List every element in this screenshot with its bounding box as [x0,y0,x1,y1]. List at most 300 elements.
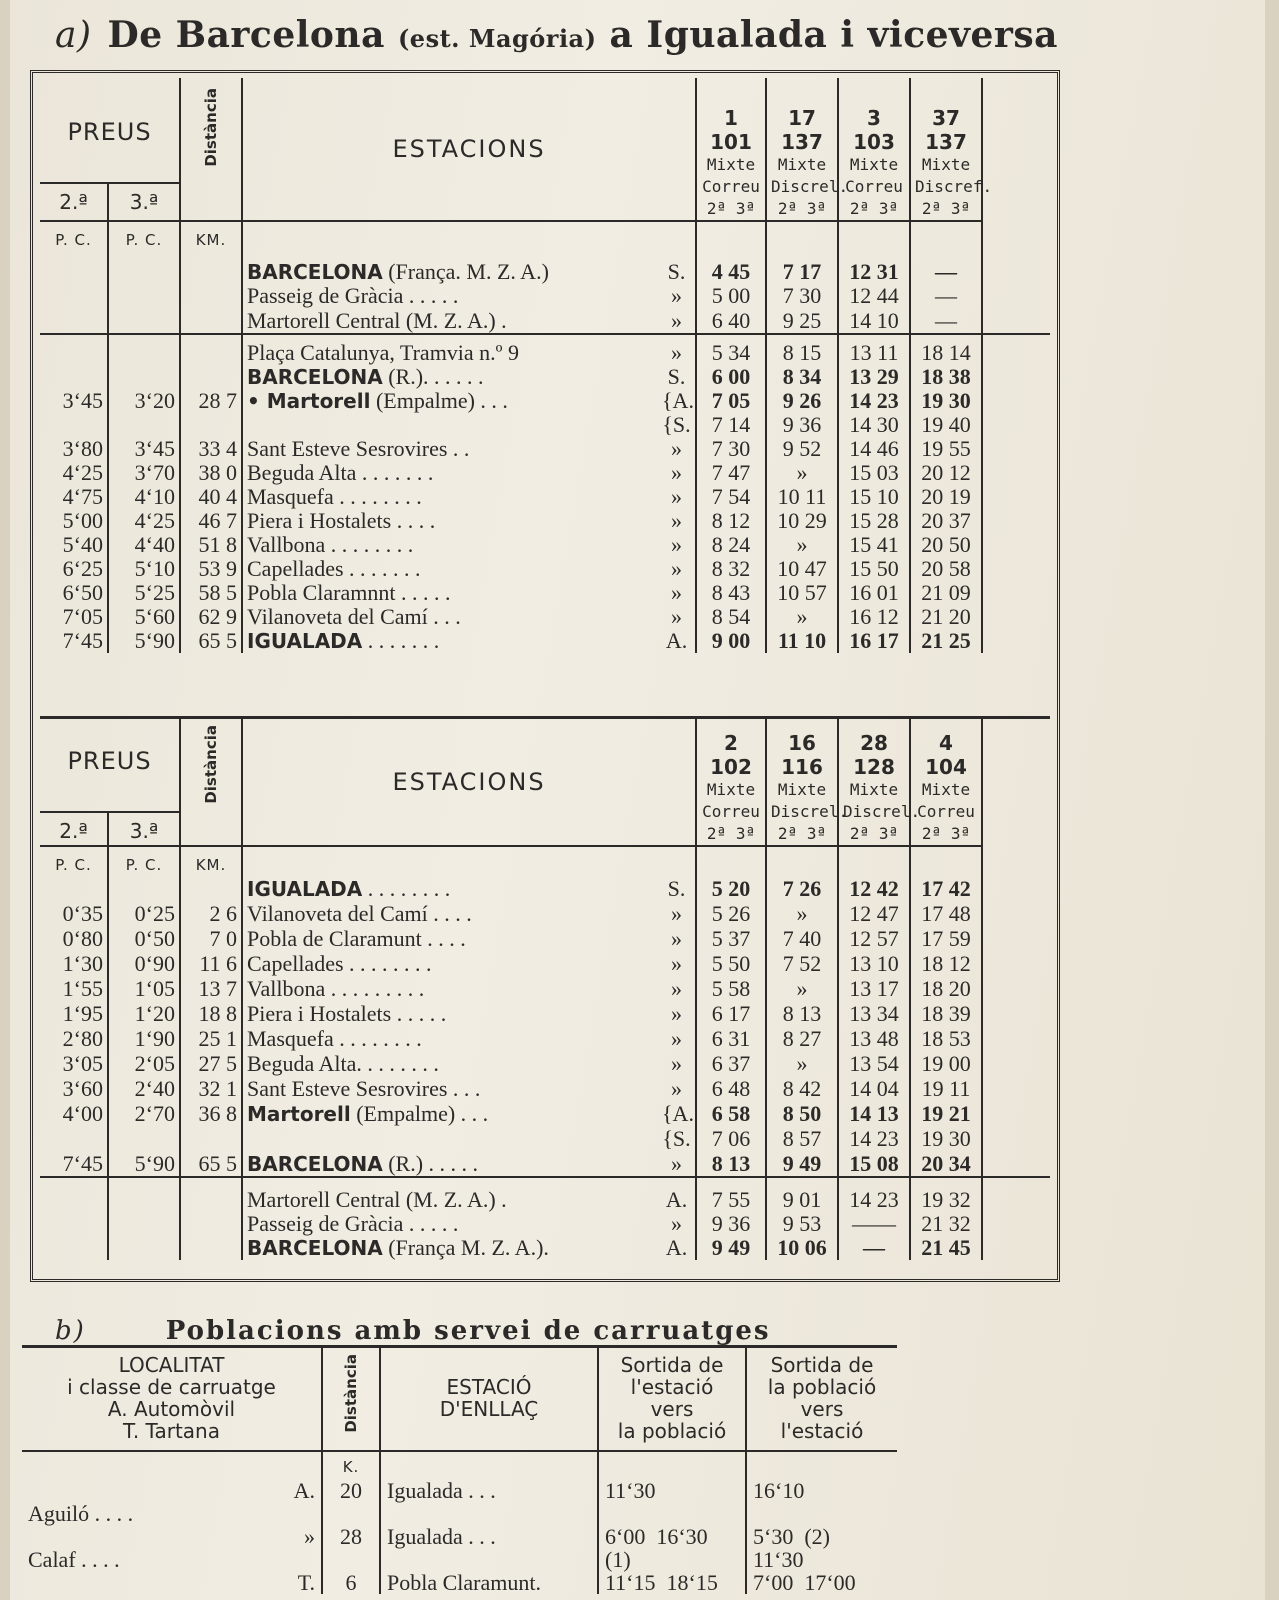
train-head-4: 4 104 Mixte Correu 2ª 3ª [910,718,982,847]
arr-dep-mark: A. [658,1177,696,1212]
price-2nd: 4‘75 [62,484,103,509]
km-label: KM. [180,846,242,877]
blank-cell [982,877,1050,902]
arr-dep-mark: » [671,532,682,557]
distance-km: 33 4 [180,437,242,461]
price-2nd: 0‘80 [62,926,103,951]
distance-km: 65 5 [180,629,242,653]
arr-dep-mark: A. [665,1235,688,1260]
time-train-3: 14 23 [838,1177,910,1212]
time-train-2: 8 15 [766,334,838,365]
blank-cell [982,1052,1050,1077]
price-2nd: 1‘55 [62,976,103,1001]
timetable-row [40,334,1050,365]
distance-km: 51 8 [180,533,242,557]
time-train-2: 9 36 [766,413,838,437]
localitat-name: Aguiló . . . . [28,1501,134,1526]
station-name [242,509,658,533]
time-train-3: 15 28 [838,509,910,533]
train-head-1: 1 101 Mixte Correu 2ª 3ª [696,78,766,221]
station-suffix: . . . . [391,509,436,533]
estacions-head: ESTACIONS [242,78,696,221]
time-train-1: 6 40 [696,309,766,334]
arr-dep-mark: {A. [662,1101,694,1126]
time-train-1: 8 12 [696,509,766,533]
price-3rd: 2‘70 [108,1102,180,1127]
price-3rd: 1‘90 [108,1027,180,1052]
time-train-3: 14 23 [838,1127,910,1152]
time-train-1: 8 24 [696,533,766,557]
time-train-4: 18 53 [910,1027,982,1052]
time-train-3: 14 10 [838,309,910,334]
price-2nd [40,877,108,902]
blank-cell [982,252,1050,284]
train-head-2: 17 137 Mixte Discrel. 2ª 3ª [766,78,838,221]
arr-dep-mark: » [671,308,682,333]
blank-col-head [982,718,1050,847]
arr-dep-mark: » [671,1151,682,1176]
blank-cell [982,413,1050,437]
inbound-block-2 [40,1177,1050,1260]
price-3rd: 1‘05 [108,977,180,1002]
arr-dep-mark: » [671,604,682,629]
time-train-1: 4 45 [696,252,766,284]
station-cell: Igualada . . . [380,1525,598,1548]
distance-cell: 6 [322,1571,380,1594]
time-train-2: 7 40 [766,927,838,952]
station-name [242,629,658,653]
arr-dep-mark: » [658,334,696,365]
arr-dep-mark: S. [667,876,686,901]
pc-label: P. C. [55,231,92,249]
price-3rd [108,252,180,284]
station-suffix: . . . . . [391,1002,447,1026]
time-train-1: 9 36 [696,1212,766,1236]
timetable-row [40,533,1050,557]
price-3rd: 0‘25 [108,902,180,927]
departure-town-cell: 16‘10 [746,1479,897,1502]
station-name [242,1236,658,1260]
distance-km: 58 5 [180,581,242,605]
station-label: BARCELONA [247,1152,383,1176]
arr-dep-mark: {S. [662,1126,691,1151]
blank-cell [982,485,1050,509]
timetable-row [40,1127,1050,1152]
arr-dep-mark: » [671,1001,682,1026]
price-3rd: 3‘20 [108,389,180,413]
outbound-timetable [40,78,1050,653]
arr-dep-mark: » [671,1076,682,1101]
timetable-row [40,629,1050,653]
time-train-3: 16 01 [838,581,910,605]
station-name [242,334,658,365]
time-train-3: 13 34 [838,1002,910,1027]
station-label: BARCELONA [247,260,383,284]
price-3rd: 4‘40 [108,533,180,557]
price-2nd: 6‘50 [62,580,103,605]
time-train-2: 7 17 [766,252,838,284]
distance-cell: 20 [322,1479,380,1502]
sortida-poblacio-head: Sortida de la població vers l'estació [746,1347,897,1452]
price-2nd: 3‘60 [62,1076,103,1101]
time-train-2: » [766,533,838,557]
timetable-row [40,389,1050,413]
station-label: Vilanoveta del Camí [247,902,428,926]
station-label: Masquefa [247,485,334,509]
time-train-3: 12 44 [838,284,910,309]
time-train-2: 7 26 [766,877,838,902]
price-2nd: 0‘35 [62,901,103,926]
station-cell: Pobla Claramunt. [380,1571,598,1594]
blank-cell [982,284,1050,309]
blank-cell [982,1077,1050,1102]
time-train-3: 12 42 [838,877,910,902]
time-train-4: 21 09 [910,581,982,605]
third-class-label: 3.ª [108,183,180,221]
time-train-3: 15 10 [838,485,910,509]
station-label: Capellades [247,952,344,976]
price-3rd: 4‘10 [108,485,180,509]
time-train-1: 5 00 [696,284,766,309]
time-train-3: 14 13 [838,1102,910,1127]
price-2nd: 7‘05 [62,604,103,629]
price-3rd: 5‘10 [108,557,180,581]
time-train-4: 19 00 [910,1052,982,1077]
distance-km [180,1236,242,1260]
arr-dep-mark: » [671,460,682,485]
time-train-4: 19 21 [910,1102,982,1127]
station-suffix: . . [447,437,470,461]
price-2nd: 3‘80 [62,436,103,461]
arr-dep-mark: » [671,1051,682,1076]
time-train-1: 5 50 [696,952,766,977]
station-suffix: (Empalme) . . . [370,389,508,413]
distance-km: 7 0 [180,927,242,952]
localitat-name: Calaf . . . . [28,1547,120,1572]
third-class-label: 3.ª [108,812,180,846]
station-name [242,1152,658,1177]
time-train-4: 20 50 [910,533,982,557]
time-train-3: 13 54 [838,1052,910,1077]
arr-dep-mark: » [671,508,682,533]
second-class-label: 2.ª [40,812,108,846]
time-train-2: » [766,977,838,1002]
time-train-4: — [910,309,982,334]
timetable-row [40,952,1050,977]
time-train-2: 9 26 [766,389,838,413]
station-label: Pobla de Claramunt [247,927,422,951]
carriage-row [22,1479,897,1502]
blank-cell [982,581,1050,605]
station-name [242,1077,658,1102]
station-label: Passeig de Gràcia [247,284,404,308]
price-3rd: 5‘90 [108,629,180,653]
carriage-class: T. [297,1570,315,1595]
time-train-3: 13 48 [838,1027,910,1052]
time-train-4: 20 58 [910,557,982,581]
price-3rd [108,1212,180,1236]
station-suffix: (R.) . . . . . [382,1152,479,1176]
preus-label: PREUS [40,718,180,813]
price-3rd: 3‘70 [108,461,180,485]
station-suffix: (França. M. Z. A.) [382,259,549,284]
distance-km: 53 9 [180,557,242,581]
distance-km: 28 7 [180,389,242,413]
departure-town-cell: 5‘30 (2) [746,1525,897,1548]
time-train-4: 20 12 [910,461,982,485]
time-train-4: 19 32 [910,1177,982,1212]
departure-station-cell: 6‘00 16‘30 [598,1525,746,1548]
blank-cell [982,1152,1050,1177]
time-train-1: 7 06 [696,1127,766,1152]
timetable-row [40,927,1050,952]
time-train-2: 8 34 [766,365,838,389]
timetable-row [40,1152,1050,1177]
station-label: • Martorell [247,389,371,413]
distance-km: 32 1 [180,1077,242,1102]
time-train-2: 9 01 [766,1177,838,1212]
price-3rd: 5‘90 [108,1152,180,1177]
blank-cell [982,1102,1050,1127]
price-3rd: 5‘60 [108,605,180,629]
time-train-2: 10 11 [766,485,838,509]
distance-km: 27 5 [180,1052,242,1077]
price-2nd [40,334,108,365]
blank-cell [982,1177,1050,1212]
price-2nd: 5‘40 [62,532,103,557]
distance-km: 2 6 [180,902,242,927]
second-class-label: 2.ª [40,183,108,221]
station-label: Beguda Alta [247,461,357,485]
blank-cell [982,1027,1050,1052]
price-3rd [108,334,180,365]
blank-cell [982,365,1050,389]
station-label: BARCELONA [247,1236,383,1260]
time-train-3: 15 50 [838,557,910,581]
station-cell [380,1502,598,1525]
distance-km [180,252,242,284]
station-name [242,902,658,927]
inbound-timetable [40,716,1050,1260]
station-label: IGUALADA [247,877,363,901]
train-head-3: 3 103 Mixte Correu 2ª 3ª [838,78,910,221]
distance-km [180,1127,242,1152]
distance-km: 11 6 [180,952,242,977]
arr-dep-mark: » [671,901,682,926]
time-train-3: 14 46 [838,437,910,461]
time-train-1: 5 26 [696,902,766,927]
station-label: Martorell Central [247,1187,401,1212]
distance-km [180,877,242,902]
time-train-3: 15 41 [838,533,910,557]
time-train-1: 6 17 [696,1002,766,1027]
distance-km: 65 5 [180,1152,242,1177]
station-label: Pobla Claramnnt [247,581,396,605]
title-part-1: De Barcelona [107,14,385,56]
price-3rd: 3‘45 [108,437,180,461]
distance-km: 62 9 [180,605,242,629]
blank-cell [982,389,1050,413]
timetable-row [40,557,1050,581]
time-train-2: 10 29 [766,509,838,533]
distance-km [180,309,242,334]
time-train-1: 7 30 [696,437,766,461]
outbound-unit-row [40,221,1050,252]
time-train-3: 13 29 [838,365,910,389]
blank-cell [982,605,1050,629]
station-suffix: (Empalme) . . . [350,1102,489,1126]
price-3rd: 5‘25 [108,581,180,605]
time-train-1: 6 37 [696,1052,766,1077]
time-train-4: 19 11 [910,1077,982,1102]
price-2nd [40,413,108,437]
inbound-header-row [40,718,1050,813]
station-name [242,952,658,977]
time-train-4: — [910,252,982,284]
time-train-1: 7 14 [696,413,766,437]
station-cell: Igualada . . . [380,1479,598,1502]
time-train-1: 9 00 [696,629,766,653]
station-name [242,413,658,437]
station-suffix: . . . . . [395,581,451,605]
station-label: Vilanoveta del Camí [247,605,428,629]
time-train-1: 6 31 [696,1027,766,1052]
blank-cell [982,902,1050,927]
time-train-2: » [766,1052,838,1077]
time-train-1: 7 54 [696,485,766,509]
price-2nd: 6‘25 [62,556,103,581]
station-suffix: . . . . . . . [356,461,434,485]
price-2nd: 7‘45 [62,628,103,653]
inbound-block-1 [40,877,1050,1177]
time-train-3: —— [838,1212,910,1236]
time-train-1: 8 43 [696,581,766,605]
time-train-2: 8 57 [766,1127,838,1152]
station-cell [380,1548,598,1571]
station-label: Piera i Hostalets [247,509,392,533]
distancia-col-head [180,718,242,847]
price-2nd [40,252,108,284]
price-2nd [40,309,108,334]
station-name [242,365,658,389]
timetable-row [40,413,1050,437]
time-train-1: 5 58 [696,977,766,1002]
distance-km: 25 1 [180,1027,242,1052]
price-2nd [40,365,108,389]
station-suffix: . . . [427,605,461,629]
arr-dep-mark: S. [667,259,686,284]
distance-cell [322,1548,380,1571]
arr-dep-mark: » [671,951,682,976]
price-2nd: 5‘00 [62,508,103,533]
station-name [242,977,658,1002]
station-name [242,389,658,413]
train-head-3: 28 128 Mixte Discrel. 2ª 3ª [838,718,910,847]
time-train-1: 6 00 [696,365,766,389]
departure-station-cell: 11‘15 18‘15 [598,1571,746,1594]
station-name [242,1052,658,1077]
distance-km: 38 0 [180,461,242,485]
arr-dep-mark: » [671,556,682,581]
distance-km [180,413,242,437]
price-2nd: 7‘45 [62,1151,103,1176]
station-name [242,252,658,284]
inbound-unit-row [40,846,1050,877]
station-suffix: . . . . . [403,284,459,308]
section-b-title [55,1316,771,1346]
price-2nd: 4‘00 [62,1101,103,1126]
station-label: IGUALADA [247,629,363,653]
departure-station-cell: 11‘30 [598,1479,746,1502]
time-train-4: 21 20 [910,605,982,629]
blank-col-head [982,78,1050,221]
train-head-1: 2 102 Mixte Correu 2ª 3ª [696,718,766,847]
time-train-4: 19 55 [910,437,982,461]
blank-cell [982,1127,1050,1152]
station-label: Plaça Catalunya, Tramvia n.º 9 [247,340,520,365]
time-train-2: 8 42 [766,1077,838,1102]
station-label: Martorell [247,1102,351,1126]
preus-label: PREUS [67,118,152,146]
carriage-class: A. [293,1478,315,1503]
price-2nd [40,1177,108,1212]
km-label: KM. [180,221,242,252]
distance-km: 40 4 [180,485,242,509]
timetable-row [40,437,1050,461]
blank-cell [982,629,1050,653]
station-suffix: . . . . . . . . . [325,977,425,1001]
station-name [242,485,658,509]
sortida-estacio-head: Sortida de l'estació vers la població [598,1347,746,1452]
section-b-title-text: Poblacions amb servei de carruatges [165,1316,771,1346]
station-suffix: . . . . . [403,1212,459,1236]
blank-cell [982,461,1050,485]
distance-km [180,284,242,309]
time-train-2: 8 13 [766,1002,838,1027]
localitat-cell [22,1571,322,1594]
arr-dep-mark: {S. [662,412,691,437]
distancia-head: Distància [322,1347,380,1452]
distance-cell [322,1502,380,1525]
timetable-row [40,1077,1050,1102]
time-train-1: 6 58 [696,1102,766,1127]
station-name [242,1177,658,1212]
station-label: Masquefa [247,1027,334,1051]
section-b-letter: b) [55,1316,86,1346]
time-train-2: 9 25 [766,309,838,334]
station-suffix: . . . . [427,902,472,926]
station-label: Vallbona [247,977,326,1001]
title-paren: (est. Magória) [397,24,597,53]
blank-cell [982,309,1050,334]
station-suffix: . . . . . . . . [325,533,414,557]
price-3rd [108,413,180,437]
time-train-3: 15 03 [838,461,910,485]
price-2nd: 4‘25 [62,460,103,485]
carriage-services-table [22,1345,897,1594]
time-train-1: 8 54 [696,605,766,629]
time-train-1: 5 20 [696,877,766,902]
station-suffix: . . . . . . . [362,629,440,653]
price-2nd: 1‘30 [62,951,103,976]
arr-dep-mark: » [671,436,682,461]
distance-km [180,1177,242,1212]
time-train-1: 8 32 [696,557,766,581]
carriage-rows [22,1479,897,1594]
station-suffix: (M. Z. A.) . [400,1187,507,1212]
station-suffix: . . . . . . . . [356,1052,439,1076]
price-2nd: 2‘80 [62,1026,103,1051]
